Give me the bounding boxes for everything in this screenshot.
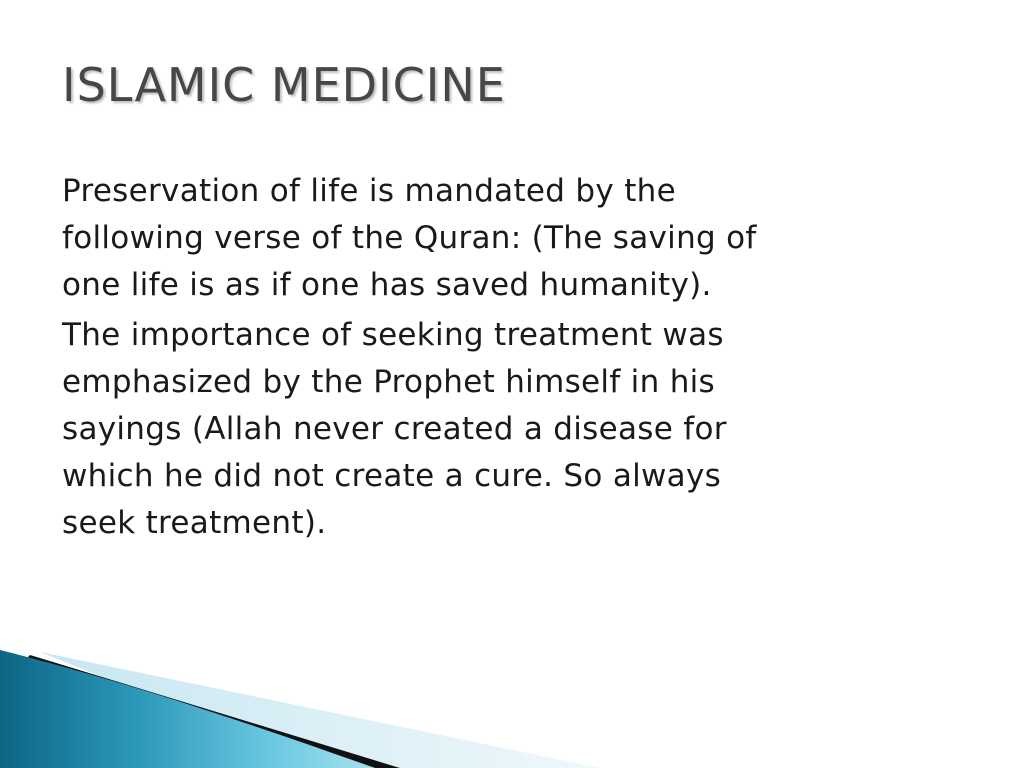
body-paragraph-2: The importance of seeking treatment was emphasized by the Prophet himself in his sayings (Allah never created a disease for which he did not create a cure. So always seek treatment). [62, 317, 727, 541]
slide-title: ISLAMIC MEDICINE [62, 58, 506, 112]
body-paragraph-1: Preservation of life is mandated by the following verse of the Quran: (The saving of one life is as if one has saved humanity). [62, 173, 757, 303]
wave-teal-wedge [0, 650, 375, 768]
